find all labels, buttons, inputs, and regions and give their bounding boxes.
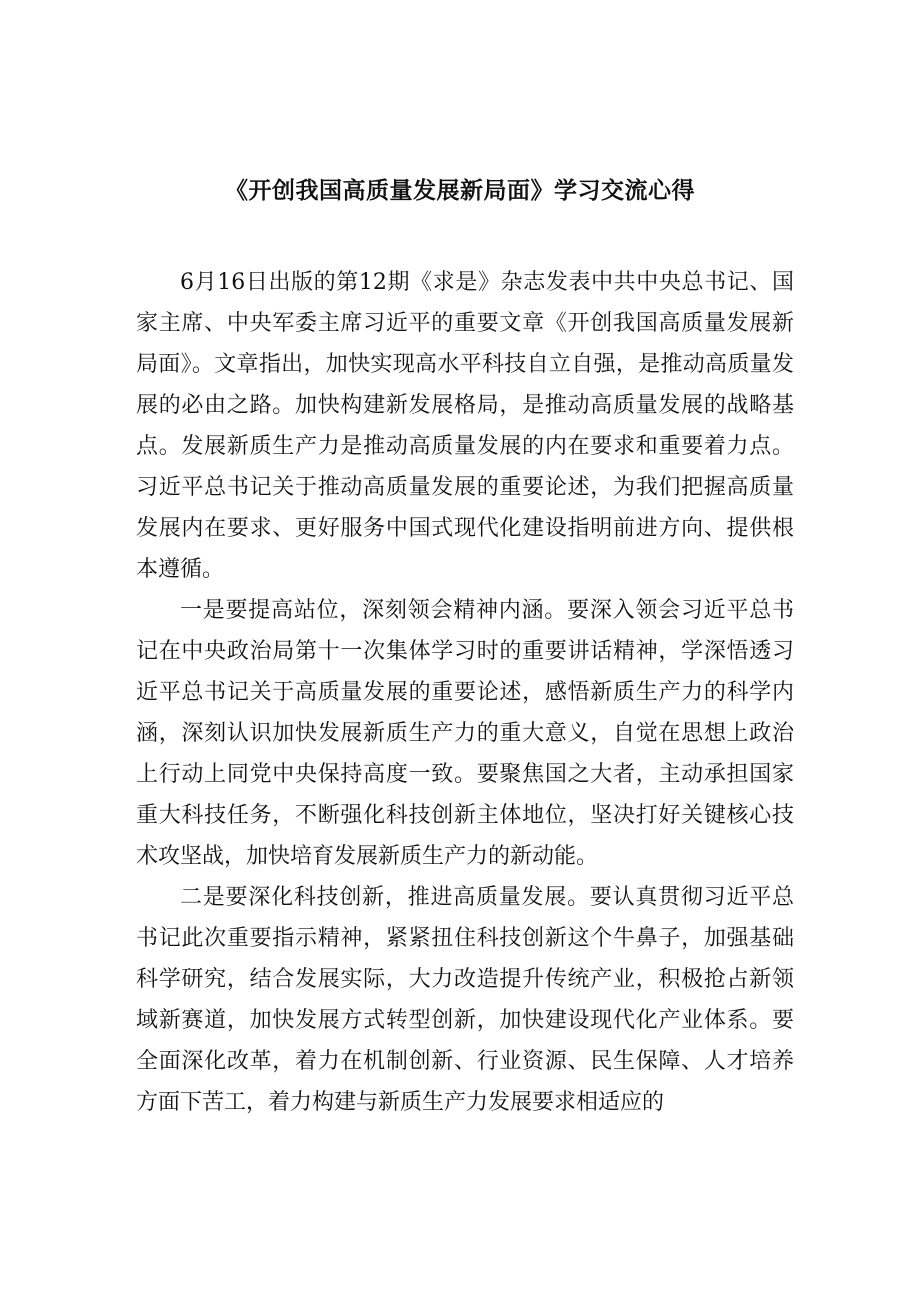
- paragraph-intro: 6月16日出版的第12期《求是》杂志发表中共中央总书记、国家主席、中央军委主席习近平的重要文章《开创我国高质量发展新局面》。文章指出，加快实现高水平科技自立自强，是推动高质量发展的必由之路。加快构建新发展格局，是推动高质量发展的战略基点。发展新质生产力是推动高质量发展的内在要求和重要着力点。习近平总书记关于推动高质量发展的重要论述，为我们把握高质量发展内在要求、更好服务中国式现代化建设指明前进方向、提供根本遵循。: [136, 270, 794, 582]
- paragraph-point-one: 一是要提高站位，深刻领会精神内涵。要深入领会习近平总书记在中央政治局第十一次集体学习时的重要讲话精神，学深悟透习近平总书记关于高质量发展的重要论述，感悟新质生产力的科学内涵，深刻认识加快发展新质生产力的重大意义，自觉在思想上政治上行动上同党中央保持高度一致。要聚焦国之大者，主动承担国家重大科技任务，不断强化科技创新主体地位，坚决打好关键核心技术攻坚战，加快培育发展新质生产力的新动能。: [136, 598, 794, 869]
- document-body: [136, 262, 794, 1123]
- document-title: 《开创我国高质量发展新局面》学习交流心得: [225, 178, 695, 204]
- paragraph-point-two: 二是要深化科技创新，推进高质量发展。要认真贯彻习近平总书记此次重要指示精神，紧紧扭住科技创新这个牛鼻子，加强基础科学研究，结合发展实际，大力改造提升传统产业，积极抢占新领域新赛道，加快发展方式转型创新，加快建设现代化产业体系。要全面深化改革，着力在机制创新、行业资源、民生保障、人才培养方面下苦工，着力构建与新质生产力发展要求相适应的: [136, 885, 794, 1115]
